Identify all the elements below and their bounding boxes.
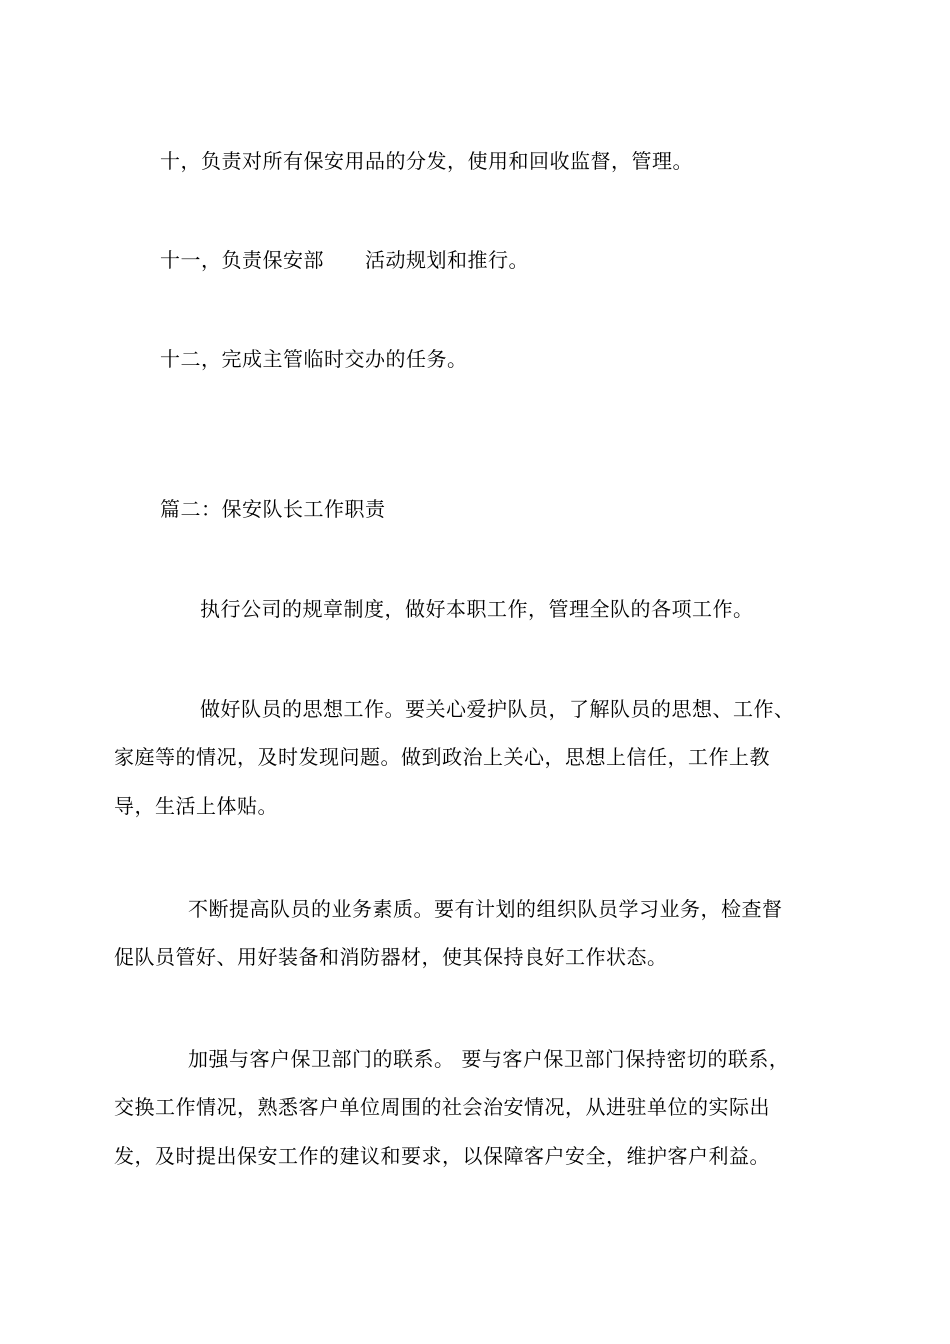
paragraph-4-line-3: 发，及时提出保安工作的建议和要求，以保障客户安全，维护客户利益。 (114, 1144, 770, 1168)
paragraph-2-line-2: 家庭等的情况，及时发现问题。做到政治上关心，思想上信任，工作上教 (114, 745, 770, 769)
paragraph-3-line-2: 促队员管好、用好装备和消防器材，使其保持良好工作状态。 (114, 945, 668, 969)
item-eleven: 十一，负责保安部 活动规划和推行。 (160, 248, 529, 272)
paragraph-4-line-1: 加强与客户保卫部门的联系。 要与客户保卫部门保持密切的联系， (188, 1047, 790, 1071)
item-ten: 十，负责对所有保安用品的分发，使用和回收监督，管理。 (160, 149, 693, 173)
paragraph-1-line-1: 执行公司的规章制度，做好本职工作，管理全队的各项工作。 (200, 597, 754, 621)
paragraph-4-line-2: 交换工作情况，熟悉客户单位周围的社会治安情况，从进驻单位的实际出 (114, 1095, 770, 1119)
paragraph-2-line-1: 做好队员的思想工作。要关心爱护队员，了解队员的思想、工作、 (200, 697, 795, 721)
paragraph-2-line-3: 导，生活上体贴。 (114, 794, 278, 818)
section-title: 篇二：保安队长工作职责 (160, 497, 386, 521)
paragraph-3-line-1: 不断提高队员的业务素质。要有计划的组织队员学习业务，检查督 (188, 897, 783, 921)
item-twelve: 十二，完成主管临时交办的任务。 (160, 347, 468, 371)
